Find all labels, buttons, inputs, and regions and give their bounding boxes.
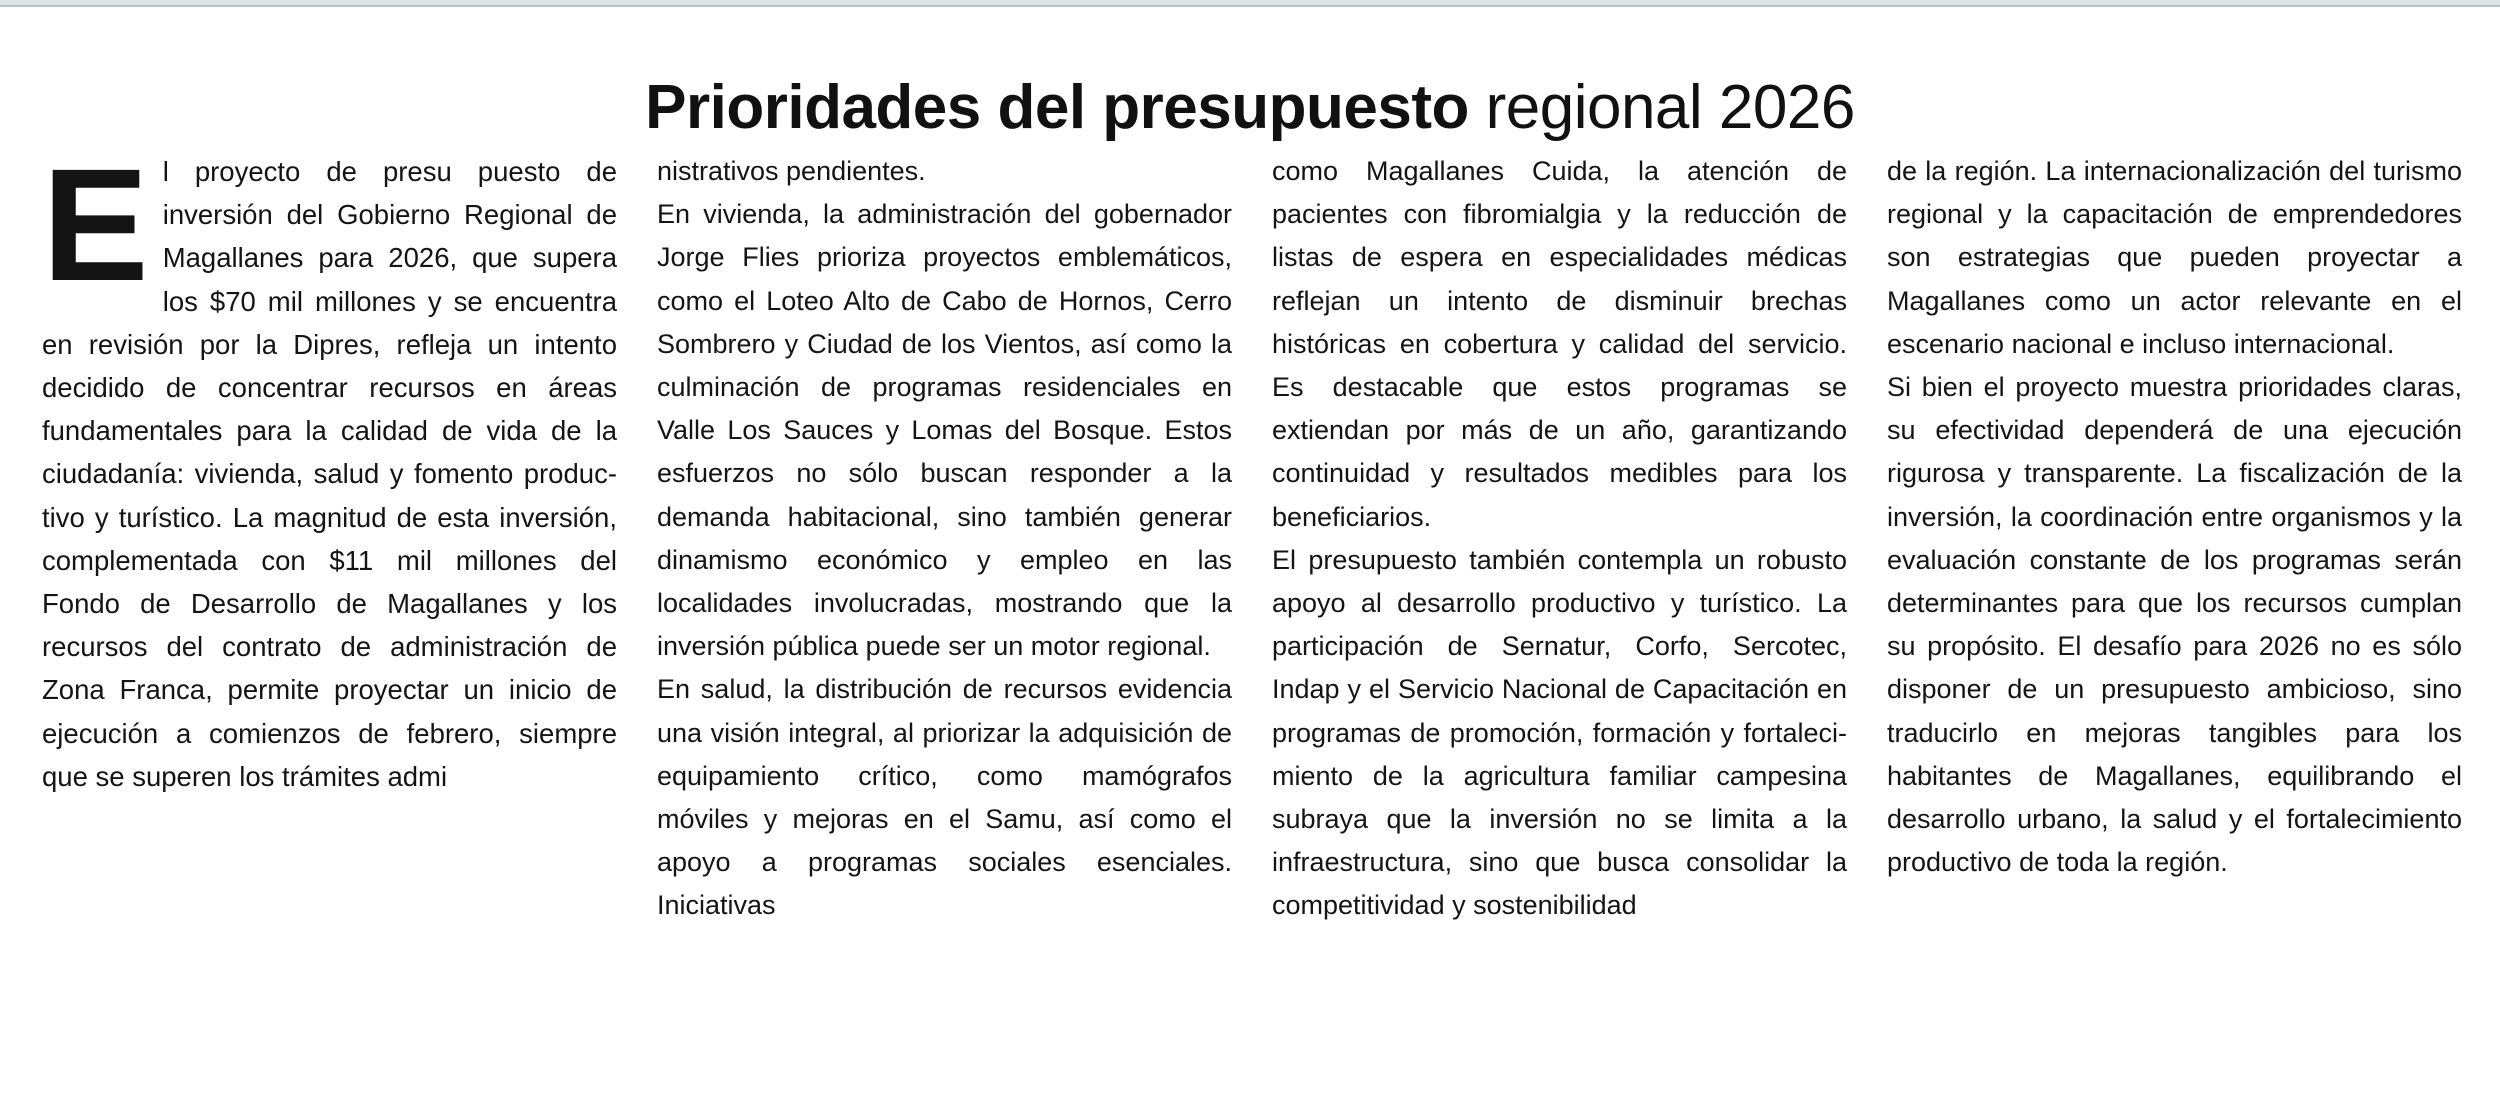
headline-bold: Prioridades del presupuesto bbox=[645, 72, 1469, 142]
paragraph-text: Si bien el proyecto muestra prioridades claras, su efectividad dependerá de una ejecución rigurosa y transparente. La fiscalización de la inversión, la coordinación entre organismos y la evaluación constante de los programas serán determinantes para que los recursos cumplan su propósito. El desafío para 2026 no es sólo disponer de un presupuesto ambicioso, sino traducirlo en mejoras tangibles para los habitantes de Magallanes, equilibrando el desarrollo urbano, la salud y el fortalecimiento productivo de toda la región. bbox=[1887, 372, 2462, 878]
paragraph-text: El presupuesto también contempla un robusto apoyo al desarrollo productivo y turístico. La participación de Sernatur, Corfo, Sercotec, Indap y el Servicio Nacional de Capacitación en programas de promoción, formación y fortalecimiento de la agricultura familiar campesina subraya que la inversión no se limita a la infraestructura, sino que busca consolidar la competitividad y sostenibilidad bbox=[1272, 544, 1847, 921]
article-columns bbox=[42, 135, 2462, 1080]
paragraph-text: de la región. La internacionalización del turismo regional y la capacitación de emprendedores son estrategias que pueden proyectar a Magallanes como un actor relevante en el escenario nacional e incluso internacional. bbox=[1887, 156, 2462, 359]
article-column-3 bbox=[1272, 150, 1847, 1080]
paragraph-text: como Magallanes Cuida, la atención de pacientes con fibromialgia y la reducción de listas de espera en especialidades médicas reflejan un intento de disminuir brechas históricas en cobertura y calidad del servicio. Es destacable que estos programas se extiendan por más de un año, garantizando continuidad y resultados medibles para los beneficiarios. bbox=[1272, 156, 1847, 532]
page-title bbox=[0, 70, 2500, 146]
paragraph-text: En salud, la distribución de recursos evidencia una visión integral, al priorizar la adquisición de equipamiento crítico, como mamógrafos móviles y mejoras en el Samu, así como el apoyo a programas sociales esenciales. Iniciativas bbox=[657, 674, 1232, 921]
paragraph-lead bbox=[42, 135, 617, 798]
article-column-4 bbox=[1887, 150, 2462, 1080]
paragraph-text: nistrativos pendientes. bbox=[657, 156, 926, 186]
paragraph-text: l proyecto de presu puesto de inversión del Gobierno Regional de Magallanes para 2026, que supera los $70 mil millones y se encuentra en revisión por la Dipres, refleja un intento decidido de concentrar recursos en áreas fundamentales para la calidad de vida de la ciudadanía: vivienda, salud y fomento productivo y turístico. La magnitud de esta inversión, complementada con $11 mil millones del Fondo de Desarrollo de Magallanes y los recursos del contrato de administración de Zona Franca, permite proyectar un inicio de ejecución a comienzos de febrero, siempre que se superen los trámites admi bbox=[42, 156, 617, 792]
top-rule-dark bbox=[0, 5, 2500, 7]
drop-cap: E bbox=[42, 135, 149, 314]
article-column-1 bbox=[42, 135, 617, 1080]
article-column-2 bbox=[657, 150, 1232, 1080]
paragraph-text: En vivienda, la administración del gobernador Jorge Flies prioriza proyectos emblemáticos, como el Loteo Alto de Cabo de Hornos, Cerro Sombrero y Ciudad de los Vientos, así como la culminación de programas residenciales en Valle Los Sauces y Lomas del Bosque. Estos esfuerzos no sólo buscan responder a la demanda habitacional, sino también generar dinamismo económico y empleo en las localidades involucradas, mostrando que la inversión pública puede ser un motor regional. bbox=[657, 199, 1232, 662]
headline-light: regional 2026 bbox=[1468, 72, 1855, 142]
